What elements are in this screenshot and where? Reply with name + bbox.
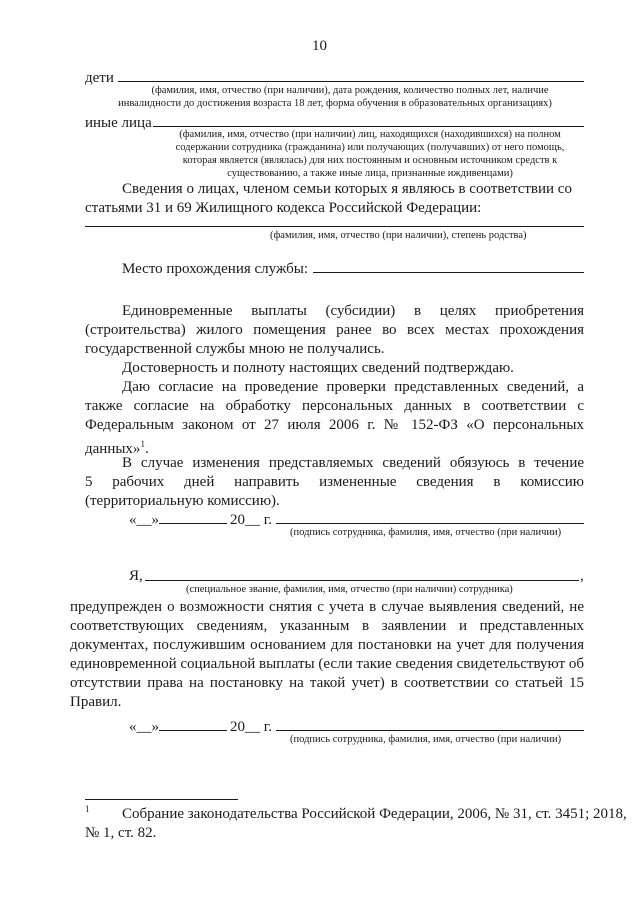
footnote-marker: 1 [85,804,90,814]
children-caption-1: (фамилия, имя, отчество (при наличии), дата рождения, количество полных лет, наличие [151,85,549,96]
others-caption-3: которая является (являлась) для них постоянным и основным источником средств к [182,155,558,166]
signature-1-caption: (подпись сотрудника, фамилия, имя, отчество (при наличии) [290,527,562,538]
footnote-line-1: Собрание законодательства Российской Федерации, 2006, № 31, ст. 3451; 2018, [122,806,627,822]
signature-2-line[interactable] [276,730,584,731]
payments-line-1: Единовременные выплаты (субсидии) в целях приобретения [122,303,584,319]
signature-2-year: 20__ г. [230,719,272,735]
others-label: иные лица [85,115,152,131]
others-caption-2: содержании сотрудника (гражданина) или получающих (получавших) от него помощь, [175,142,565,153]
signature-1-year: 20__ г. [230,512,272,528]
signature-1-month-line[interactable] [159,523,227,524]
signature-2-month-line[interactable] [159,730,227,731]
consent-line-4-text: данных» [85,441,141,457]
family-input-line[interactable] [85,226,584,227]
family-info-line-2: статьями 31 и 69 Жилищного кодекса Российской Федерации: [85,200,482,216]
payments-line-2: (строительства) жилого помещения ранее во всех местах прохождения [85,322,584,338]
warning-comma: , [580,568,584,584]
warning-line-3: документах, послужившим основанием для постановки на учет для получения [70,637,584,653]
others-caption-1: (фамилия, имя, отчество (при наличии) лиц, находящихся (находившихся) на полном [179,129,561,140]
signature-1-line[interactable] [276,523,584,524]
confirm-paragraph: Достоверность и полноту настоящих сведений подтверждаю. [122,360,514,376]
change-line-3: (территориальную комиссию). [85,493,280,509]
service-place-label: Место прохождения службы: [122,261,308,277]
signature-1-day: «__» [129,512,159,528]
children-input-line[interactable] [118,81,584,82]
warning-line-1: предупрежден о возможности снятия с учета в случае выявления сведений, не [70,599,584,615]
consent-line-3: Федеральным законом от 27 июля 2006 г. № 152-ФЗ «О персональных [85,417,584,433]
warning-pronoun: Я, [129,568,143,584]
children-label: дети [85,70,114,86]
footnote-separator [85,799,238,800]
signature-2-day: «__» [129,719,159,735]
warning-caption: (специальное звание, фамилия, имя, отчество (при наличии) сотрудника) [186,584,513,595]
change-line-2: 5 рабочих дней направить измененные сведения в комиссию [85,474,584,490]
consent-line-1: Даю согласие на проведение проверки представленных сведений, а [122,379,584,395]
service-place-input-line[interactable] [313,272,584,273]
children-caption-2: инвалидности до достижения возраста 18 лет, форма обучения в образовательных организациях) [118,98,552,109]
warning-line-2: соответствующих сведениям, указанным в заявлении и представленных [70,618,584,634]
change-line-1: В случае изменения представляемых сведений обязуюсь в течение [122,455,584,471]
consent-line-4-end: . [144,441,149,457]
warning-input-line[interactable] [145,580,579,581]
consent-line-2: также согласие на обработку персональных данных в соответствии с [85,398,584,414]
page-number: 10 [312,38,327,54]
others-caption-4: существованию, а также иные лица, признанные иждивенцами) [227,168,513,179]
warning-line-5: отсутствии права на постановку на такой учет) в соответствии со статьей 15 [70,675,584,691]
family-info-line-1: Сведения о лицах, членом семьи которых я являюсь в соответствии со [122,181,572,197]
footnote-line-2: № 1, ст. 82. [85,825,157,841]
payments-line-3: государственной службы мною не получались. [85,341,385,357]
others-input-line[interactable] [153,126,584,127]
footnote-reference: 1 [140,439,145,449]
warning-line-6: Правил. [70,694,122,710]
family-caption: (фамилия, имя, отчество (при наличии), степень родства) [270,230,527,241]
warning-line-4: единовременной социальной выплаты (если такие сведения свидетельствуют об [70,656,584,672]
signature-2-caption: (подпись сотрудника, фамилия, имя, отчество (при наличии) [290,734,562,745]
